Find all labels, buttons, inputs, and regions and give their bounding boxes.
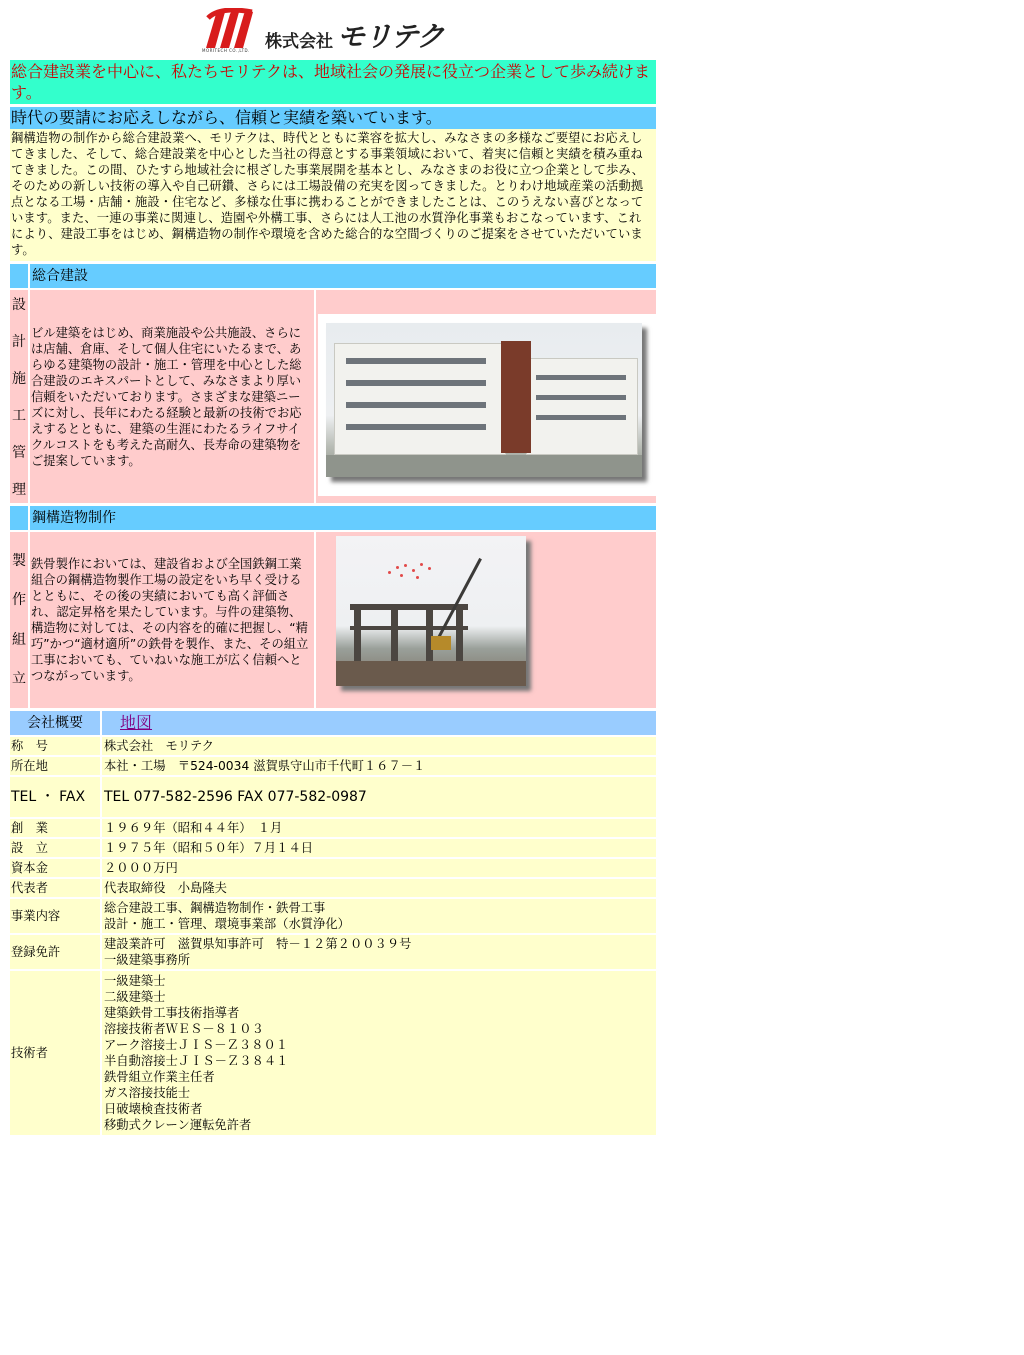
overview-row [10,859,656,877]
overview-key: 登録免許 [10,935,100,969]
map-link[interactable]: 地図 [120,713,153,732]
section-marker [10,506,28,530]
section-description: ビル建築をはじめ、商業施設や公共施設、さらには店舗、倉庫、そして個人住宅にいたるまで、あらゆる建築物の設計・施工・管理を中心とした総合建設のエキスパートとして、みなさまより厚い信頼をいただいております。さまざまな建築ニーズに対し、長年にわたる経験と最新の技術でお応えするとともに、建築の生涯にわたるライフサイクルコストをも考えた高耐久、長寿命の建築物をご提案しています。 [30,290,314,503]
overview-key: 代表者 [10,879,100,897]
label-char: 立 [12,670,26,687]
label-char: 計 [12,334,26,350]
overview-value: １９７５年（昭和５０年）７月１４日 [102,839,656,857]
overview-row [10,777,656,817]
overview-key: 創 業 [10,819,100,837]
photo-frame [318,314,656,496]
vertical-label [10,532,28,708]
section-body-steel [10,532,656,708]
overview-key: 所在地 [10,757,100,775]
logo-mark-icon [200,8,260,52]
logo-company-name: モリテク [337,20,444,53]
photo-cell [316,290,656,503]
section-title: 鋼構造物制作 [30,506,656,530]
overview-value: 代表取締役 小島隆夫 [102,879,656,897]
label-char: 組 [12,631,26,648]
overview-row [10,757,656,775]
page [10,4,656,1135]
overview-value: 本社・工場 〒524-0034 滋賀県守山市千代町１６７－１ [102,757,656,775]
overview-row [10,839,656,857]
overview-key: 設 立 [10,839,100,857]
overview-value: 建設業許可 滋賀県知事許可 特－１２第２００３９号 一級建築事務所 [102,935,656,969]
overview-title: 会社概要 [10,711,100,735]
section-description: 鉄骨製作においては、建設省および全国鉄鋼工業組合の鋼構造物製作工場の設定をいち早く受けるとともに、その後の実績においても高く評価され、認定昇格を果たしています。与件の建築物、構造物に対しては、その内容を的確に把握し、“精巧”かつ“適材適所”の鉄骨を製作、また、その組立工事においても、ていねいな施工が広く信頼へとつながっています。 [30,532,314,708]
overview-row [10,935,656,969]
label-char: 製 [12,553,26,569]
label-char: 理 [12,482,26,498]
overview-value: ２０００万円 [102,859,656,877]
label-char: 作 [12,592,26,609]
overview-row [10,971,656,1135]
label-char: 工 [12,408,26,424]
photo-cell [316,532,656,708]
overview-value: 一級建築士 二級建築士 建築鉄骨工事技術指導者 溶接技術者ＷＥＳ－８１０３ アーク溶接士ＪＩＳ－Ｚ３８０１ 半自動溶接士ＪＩＳ－Ｚ３８４１ 鉄骨組立作業主任者 ガス溶接技能士 日破壊検査技術者 移動式クレーン運転免許者 [102,971,656,1135]
overview-value: 株式会社 モリテク [102,737,656,755]
section-body-construction [10,290,656,503]
label-char: 管 [12,445,26,461]
section-header-construction [10,264,656,288]
label-char: 設 [12,297,26,313]
company-logo[interactable] [10,4,656,58]
overview-value: 総合建設工事、鋼構造物制作・鉄骨工事 設計・施工・管理、環境事業部（水質浄化） [102,899,656,933]
overview-header [10,711,656,735]
section-marker [10,264,28,288]
overview-row [10,899,656,933]
overview-row [10,879,656,897]
subheading: 時代の要請にお応えしながら、信頼と実績を築いています。 [10,107,656,129]
overview-key: 称 号 [10,737,100,755]
section-header-steel [10,506,656,530]
overview-value: １９６９年（昭和４４年） １月 [102,819,656,837]
catchphrase: 総合建設業を中心に、私たちモリテクは、地域社会の発展に役立つ企業として歩み続けます。 [10,60,656,104]
overview-key: TEL ・ FAX [10,777,100,817]
overview-row [10,737,656,755]
overview-row [10,819,656,837]
vertical-label [10,290,28,503]
label-char: 施 [12,371,26,387]
logo-small-text: MORITECH CO.,LTD. [202,48,250,53]
overview-key: 事業内容 [10,899,100,933]
overview-value: TEL 077-582-2596 FAX 077-582-0987 [102,777,656,817]
apartment-building-photo [326,323,642,477]
logo-kabushiki: 株式会社 [265,32,333,52]
section-title: 総合建設 [30,264,656,288]
intro-text: 鋼構造物の制作から総合建設業へ、モリテクは、時代とともに業容を拡大し、みなさまの多様なご要望にお応えしてきました、そして、総合建設業を中心とした当社の得意とする事業領域において、着実に信頼と実績を積み重ねてきました。この間、ひたすら地域社会に根ざした事業展開を基本とし、みなさまのお役に立つ企業として歩み、そのための新しい技術の導入や自己研鑽、さらには工場設備の充実を図ってきました。とりわけ地域産業の活動拠点となる工場・店舗・施設・住宅など、多様な仕事に携わることができましたことは、このうえない喜びとなっています。また、一連の事業に関連し、造園や外構工事、さらには人工池の水質浄化事業もおこなっています、これにより、建設工事をはじめ、鋼構造物の制作や環境を含めた総合的な空間づくりのご提案をさせていただいています。 [10,129,656,261]
overview-key: 資本金 [10,859,100,877]
overview-key: 技術者 [10,971,100,1135]
steel-construction-photo [336,536,526,686]
